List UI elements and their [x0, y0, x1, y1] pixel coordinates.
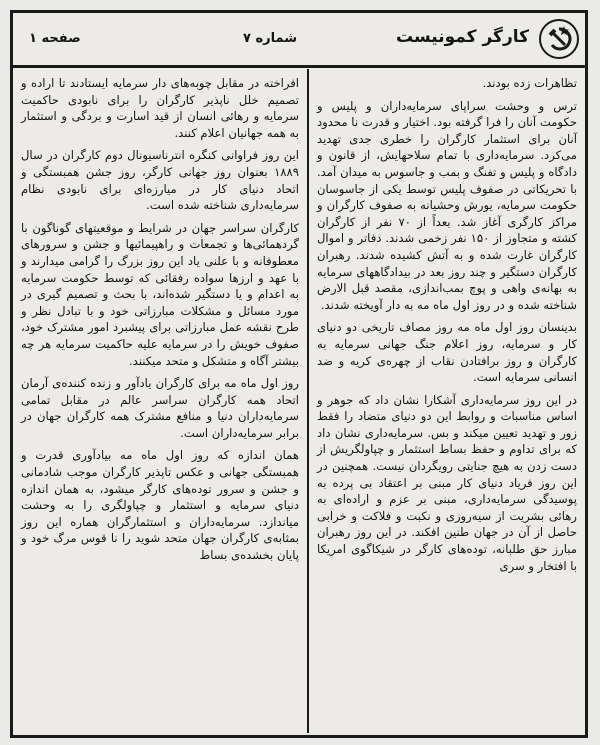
article-paragraph: این روز فراوانی کنگره انترناسیونال دوم کارگران در سال ۱۸۸۹ بعنوان روز جهانی کارگر، روز جشن همبستگی و اتحاد دنیای کار در میارزه‌ای برای نابودی نظام سرمایه‌داری شناخته شده است.: [21, 148, 299, 213]
article-paragraph: ترس و وحشت سراپای سرمایه‌داران و پلیس و حکومت آنان را فرا گرفته بود. اختیار و قدرت نا محدود آنان برای استثمار کارگران را خطری جدی تهدید می‌کرد. سرمایه‌داری با تمام سلاحهایش، از قانون و دادگاه و پلیس و تفنگ و بمب و جاسوس به میدان آمد. با تحریکاتی در صفوف پلیس توسط یکی از جاسوسان حکومت سرمایه، یورش وحشیانه به صفوف کارگران و مراکز کارگری آغاز شد. بعداً از ۷۰ نفر از کارگران کشته و متجاوز از ۱۵۰ نفر زخمی شدند. دفاتر و اموال کارگران غارت شده و به آتش کشیده شدند. رهبران کارگران دستگیر و چند روز بعد در بیدادگاههای سرمایه به بهانه‌ی واهی و پوچ بمب‌اندازی، مقصد قبل الارض شناخته شده و در روز اول ماه مه به دار آویخته شدند.: [317, 98, 577, 312]
article-paragraph: افراخته در مقابل چوبه‌های دار سرمایه ایستادند تا اراده و تصمیم خلل ناپذیر کارگران را برای نابودی حاکمیت سرمایه و رهائی انسان از قید اسارت و بردگی و استثمار به همه جهانیان اعلام کنند.: [21, 76, 299, 140]
article-paragraph: کارگران سراسر جهان در شرایط و موقعیتهای گوناگون با گردهمائی‌ها و تجمعات و راهپیمائیها و جشن و سرورهای معطوفانه و با علنی یاد این روز بزرگ را گرامی میدارند و با عهد و ارزها سواده رفقائی که توسط حکومت سرمایه به اعدام و یا دستگیر شده‌اند، با بحث و تصمیم گیری در مورد مسائل و مشکلات مبارزاتی خود و با تبادل نظر و طرح نقشه عمل مبارزاتی برای پیشبرد امور مشترک خود، صفوف خویش را در سرمایه علیه حاکمیت سرمایه هر چه بیشتر آگاه و متشکل و متحد میکنند.: [21, 220, 299, 368]
newspaper-title: کارگر کمونیست: [396, 27, 529, 47]
column-divider: [307, 69, 309, 733]
page-number: صفحه ۱: [29, 31, 81, 46]
right-column: [313, 69, 581, 733]
newspaper-page: [10, 10, 588, 738]
hammer-sickle-icon: [539, 19, 579, 59]
masthead: [13, 13, 585, 68]
article-paragraph: همان اندازه که روز اول ماه مه بیادآوری قدرت و همبستگی جهانی و عکس تاپذیر کارگران موجب شادمانی و جشن و سرور توده‌های کارگر میشود، به همان اندازه دنیای سرمایه و استثمار و چپاولگری را به وحشت میاندازد. سرمایه‌داران و استثمارگران هماره این روز بمثابه‌ی کارگران جهان متحد شوید را نا قوس مرگ خود و پایان بخشده‌ی بساط: [21, 448, 299, 563]
article-paragraph: بدینسان روز اول ماه مه روز مصاف تاریخی دو دنیای کار و سرمایه، روز اعلام جنگ جهانی سرمایه به کارگران و روز برافتادن نقاب از چهره‌ی کریه و ضد انسانی سرمایه است.: [317, 320, 577, 385]
article-paragraph: در این روز سرمایه‌داری آشکارا نشان داد که جوهر و اساس مناسبات و روابط این دو دنیای متضاد را فقط زور و تهدید تعیین میکند و بس. سرمایه‌داری نشان داد که برای تداوم و حفظ بساط استثمار و چپاولگریش از دست زدن به هیچ جنایتی رویگردان نیست. همچنین در این روز فریاد دنیای کار مبنی بر اعتقاد بی پرده به پوسیدگی سرمایه‌داری، مبنی بر عزم و اراده‌ای به رهائی بشریت از سیه‌روزی و نکبت و فلاکت و خرابی حاصل از آن در جهان طنین افکند. در این روز رهبران مبارز حق طلبانه، توده‌های کارگر در شیکاگوی امریکا با افتخار و سری: [317, 392, 577, 573]
article-paragraph: تظاهرات زده بودند.: [482, 76, 577, 90]
issue-number: شماره ۷: [243, 31, 298, 46]
hammer-sickle-icon-graphic: [544, 24, 574, 54]
left-column: [17, 69, 305, 733]
article-paragraph: روز اول ماه مه برای کارگران یادآور و زنده کننده‌ی آرمان اتحاد همه کارگران سراسر عالم در مقابل تمامی سرمایه‌داران دنیا و منافع مشترک همه کارگران جهان در برابر سرمایه‌داران است.: [21, 376, 299, 440]
